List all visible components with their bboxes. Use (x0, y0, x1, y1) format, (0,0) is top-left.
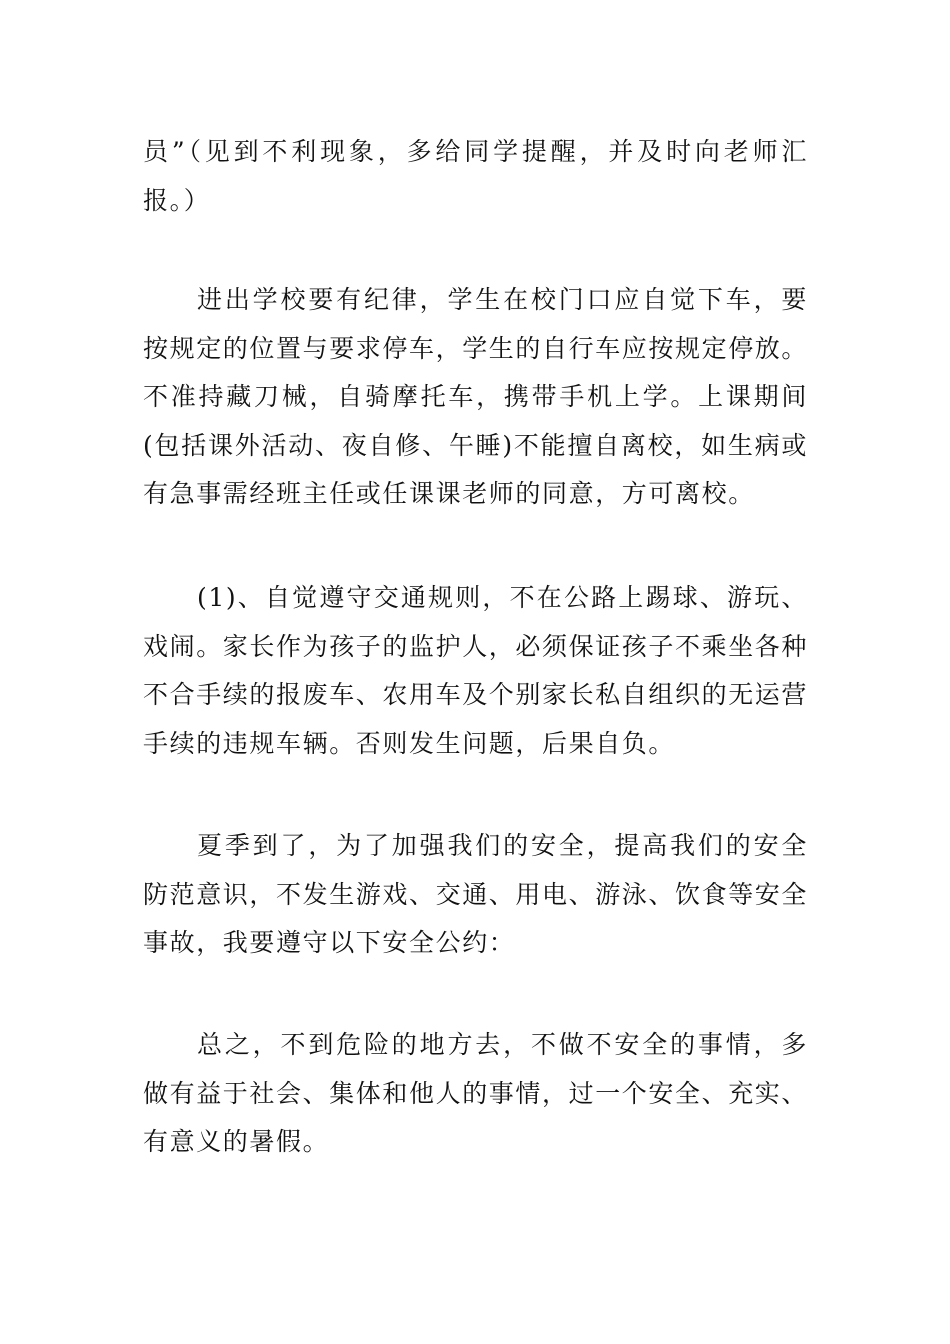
paragraph-summer-safety: 夏季到了，为了加强我们的安全，提高我们的安全防范意识，不发生游戏、交通、用电、游泳、饮食等安全事故，我要遵守以下安全公约： (143, 831, 809, 957)
paragraph-school-discipline: 进出学校要有纪律，学生在校门口应自觉下车，要按规定的位置与要求停车，学生的自行车应按规定停放。不准持藏刀械，自骑摩托车，携带手机上学。上课期间(包括课外活动、夜自修、午睡)不能擅自离校，如生病或有急事需经班主任或任课课老师的同意，方可离校。 (143, 285, 809, 508)
paragraph-conclusion: 总之，不到危险的地方去，不做不安全的事情，多做有益于社会、集体和他人的事情，过一个安全、充实、有意义的暑假。 (143, 1030, 809, 1156)
paragraph-traffic-rules: (1)、自觉遵守交通规则，不在公路上踢球、游玩、戏闹。家长作为孩子的监护人，必须保证孩子不乘坐各种不合手续的报废车、农用车及个别家长私自组织的无运营手续的违规车辆。否则发生问题，后果自负。 (143, 583, 809, 758)
paragraph-continuation: 员”（见到不利现象，多给同学提醒，并及时向老师汇报。） (143, 137, 808, 215)
